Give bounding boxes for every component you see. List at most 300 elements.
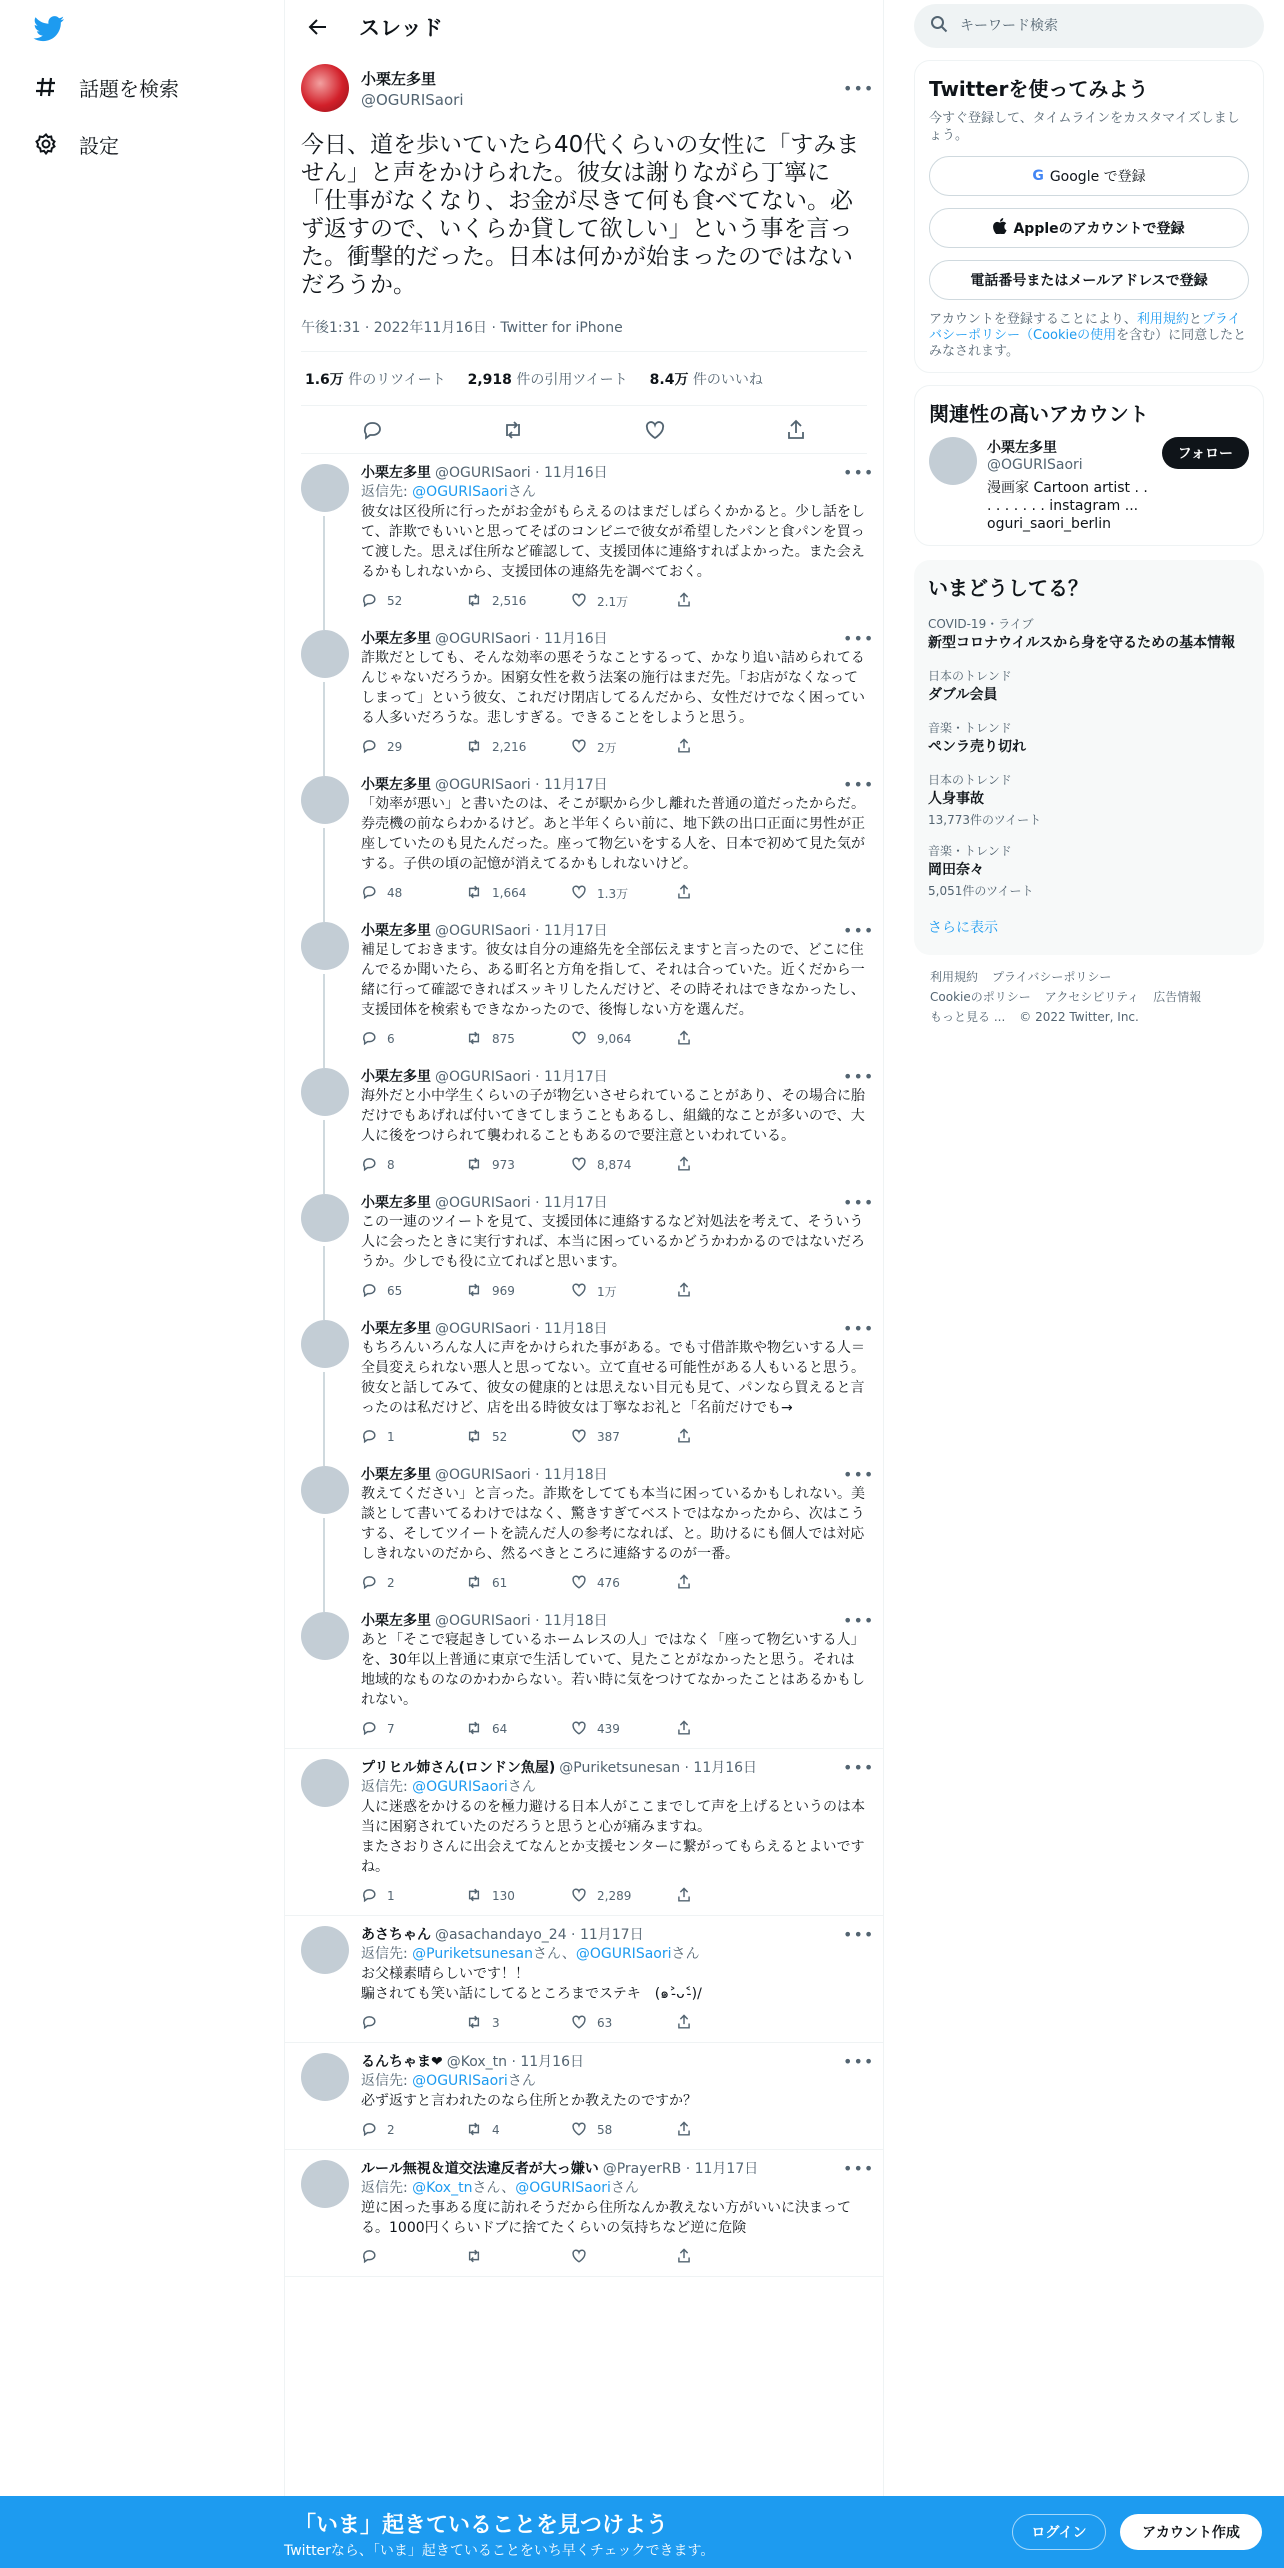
like-icon [571,1030,597,1049]
share-button[interactable] [676,884,781,903]
bottom-bar-title: 「いま」起きていることを見つけよう [294,2513,669,2538]
terms-link[interactable]: 利用規約 [1136,312,1189,327]
author-name[interactable]: 小栗左多里 [361,1321,431,1337]
retweet-button[interactable]: 2,516 [466,592,571,611]
more-icon[interactable]: ••• [843,2159,875,2178]
reply-icon [361,1887,387,1906]
phone-signup-label: 電話番号またはメールアドレスで登録 [970,273,1208,289]
thread-line [323,828,325,922]
reply-button[interactable]: 2 [361,2121,466,2140]
share-button[interactable] [676,592,781,611]
retweet-button[interactable]: 61 [466,1574,571,1593]
mention-link[interactable]: @OGURISaori [412,1779,508,1795]
trend-category: 日本のトレンド [928,773,1012,787]
trend-item[interactable] [928,842,1250,899]
like-button[interactable]: 2.1万 [571,592,676,611]
bottom-signup-bar [0,2496,1284,2568]
apple-signup-button[interactable] [929,208,1249,248]
avatar[interactable] [301,776,349,824]
follow-button[interactable]: フォロー [1162,437,1249,469]
trend-item[interactable] [928,719,1250,757]
author-meta[interactable]: @OGURISaori · 11月17日 [435,1195,608,1211]
reply-icon [361,2121,387,2140]
share-icon [676,1156,702,1175]
share-icon [676,2014,702,2033]
retweet-button[interactable]: 130 [466,1887,571,1906]
author-name[interactable]: 小栗左多里 [361,69,437,88]
reply-tweet[interactable] [285,1058,883,1184]
avatar[interactable] [301,1320,349,1368]
apple-signup-label: Appleのアカウントで登録 [1013,221,1185,237]
signup-desc: 今すぐ登録して、タイムラインをカスタマイズしましょう。 [929,111,1240,143]
related-name[interactable]: 小栗左多里 [987,440,1057,456]
more-icon[interactable]: ••• [843,629,875,648]
trend-category: COVID-19・ライブ [928,617,1034,631]
main-tweet [285,59,883,454]
more-icon[interactable]: ••• [843,1193,875,1212]
avatar[interactable] [301,1194,349,1242]
tweet-actions [361,728,867,766]
like-button[interactable]: 1.3万 [571,884,676,903]
tweet-text: あと「そこで寝起きしているホームレスの人」ではなく「座って物乞いする人」を、30年以上普通に東京で生活していて、見たことがなかったと思う。それは地域的なものなのかわからない。若い時に気をつけてなかったことはあるかもしれない。 [361,1632,865,1708]
like-icon [571,1887,597,1906]
retweet-button[interactable] [466,2248,571,2267]
share-icon [676,2248,702,2267]
footer-more[interactable]: もっと見る ... [930,1010,1006,1024]
like-button[interactable] [571,2248,676,2267]
author-meta[interactable]: @PrayerRB · 11月17日 [602,2161,759,2177]
tweet-text: もちろんいろんな人に声をかけられた事がある。でも寸借詐欺や物乞いする人＝全員変えられない悪人と思ってない。立て直せる可能性がある人もいると思う。彼女と話してみて、彼女の健康的とは思えない目元も見て、パンなら買えると言ったのは私だけど、店を出る時彼女は丁寧なお礼と「名前だけでも→ [361,1340,865,1416]
signup-box [914,60,1264,373]
tweet-actions [301,406,867,454]
avatar[interactable] [301,1612,349,1660]
share-icon [676,1030,702,1049]
tweet-actions [361,1272,867,1310]
share-button[interactable] [676,1156,781,1175]
footer-link[interactable]: 広告情報 [1153,990,1202,1004]
more-icon[interactable]: ••• [843,463,875,482]
author-meta[interactable]: @OGURISaori · 11月18日 [435,1613,608,1629]
share-icon [676,1887,702,1906]
retweet-button[interactable]: 2,216 [466,738,571,757]
reply-icon [361,738,387,757]
reply-tweet[interactable] [285,766,883,912]
share-button[interactable] [676,2248,781,2267]
mention-link[interactable]: @OGURISaori [412,484,508,500]
author-name[interactable]: 小栗左多里 [361,631,431,647]
like-button[interactable]: 387 [571,1428,676,1447]
main-column [284,0,884,2568]
tweet-text: 必ず返すと言われたのなら住所とか教えたのですか？ [361,2093,697,2109]
footer-link[interactable]: プライバシーポリシー [992,970,1112,984]
retweet-button[interactable]: 875 [466,1030,571,1049]
related-account[interactable] [929,437,1249,533]
like-icon [571,2014,597,2033]
author-name[interactable]: 小栗左多里 [361,465,431,481]
author-name[interactable]: あさちゃん [361,1927,431,1943]
trend-name: 岡田奈々 [928,862,984,878]
trends-title: いまどうしてる？ [928,576,1088,600]
thread-line [323,1246,325,1320]
mention-link[interactable]: @Puriketsunesan [412,1946,533,1962]
avatar[interactable] [301,1759,349,1807]
reply-button[interactable]: 8 [361,1156,466,1175]
reply-button[interactable]: 6 [361,1030,466,1049]
footer-links [914,967,1264,1027]
reply-button[interactable]: 65 [361,1282,466,1301]
retweet-icon[interactable] [501,418,525,442]
search-box[interactable] [914,4,1264,48]
share-button[interactable] [676,738,781,757]
trend-item[interactable] [928,771,1250,828]
author-meta[interactable]: @OGURISaori · 11月18日 [435,1467,608,1483]
thread-line [323,1372,325,1466]
trend-name: ダブル会員 [928,687,998,703]
reply-icon [361,1428,387,1447]
trend-name: ペンラ売り切れ [928,739,1026,755]
footer-link[interactable]: 利用規約 [930,970,979,984]
more-icon[interactable]: ••• [843,78,875,98]
thread-line [323,682,325,776]
apple-icon [993,218,1007,238]
author-name[interactable]: 小栗左多里 [361,923,431,939]
trends-box [914,560,1264,955]
retweet-icon [466,1156,492,1175]
login-button[interactable]: ログイン [1012,2514,1106,2550]
nav-settings[interactable] [33,124,119,164]
reply-button[interactable]: 48 [361,884,466,903]
related-handle: @OGURISaori [987,457,1083,473]
author-name[interactable]: 小栗左多里 [361,1467,431,1483]
trend-name: 人身事故 [928,791,984,807]
reply-to: 返信先: @Kox_tnさん、@OGURISaoriさん [361,2180,639,2196]
author-name[interactable]: プリヒル姉さん(ロンドン魚屋) [361,1760,556,1776]
retweet-icon [466,1030,492,1049]
author-meta[interactable]: @OGURISaori · 11月17日 [435,1069,608,1085]
like-icon [571,1574,597,1593]
author-meta[interactable]: @asachandayo_24 · 11月17日 [435,1927,644,1943]
like-button[interactable]: 58 [571,2121,676,2140]
like-icon [571,592,597,611]
left-nav [0,0,284,2568]
thread-header [285,0,883,53]
like-button[interactable]: 2,289 [571,1887,676,1906]
reply-button[interactable]: 2 [361,1574,466,1593]
author-name[interactable]: ルール無視＆道交法違反者が大っ嫌い [361,2161,599,2177]
more-icon[interactable]: ••• [843,2052,875,2071]
avatar[interactable] [301,64,349,112]
tweet-text: 今日、道を歩いていたら40代くらいの女性に「すみません」と声をかけられた。彼女は謝りながら丁寧に「仕事がなくなり、お金が尽きて何も食べてない。必ず返すので、いくらか貸して欲しい」という事を言った。衝撃的だった。日本は何かが始まったのではないだろうか。 [301,132,860,298]
thread-line [323,1518,325,1612]
like-icon [571,2248,597,2267]
like-icon [571,738,597,757]
reply-to: 返信先: @OGURISaoriさん [361,484,536,500]
tweet-actions [361,582,867,620]
phone-signup-button[interactable] [929,260,1249,300]
tweet-text: 逆に困った事ある度に訪れそうだから住所なんか教えない方がいいに決まってる。1000円くらいドブに捨てたくらいの気持ちなど逆に危険 [361,2200,851,2236]
footer-link[interactable]: アクセシビリティ [1044,990,1140,1004]
share-button[interactable] [676,1887,781,1906]
author-meta[interactable]: @OGURISaori · 11月16日 [435,465,608,481]
reply-button[interactable]: 29 [361,738,466,757]
tweet-actions [361,2111,867,2149]
like-button[interactable]: 63 [571,2014,676,2033]
more-icon[interactable]: ••• [843,1319,875,1338]
tweet-actions [361,1146,867,1184]
share-button[interactable] [676,1720,781,1739]
like-icon [571,1428,597,1447]
reply-button[interactable]: 52 [361,592,466,611]
retweet-button[interactable]: 969 [466,1282,571,1301]
nav-settings-label: 設定 [79,133,119,158]
reply-icon [361,592,387,611]
tweet-text: この一連のツイートを見て、支援団体に連絡するなど対処法を考えて、そういう人に会ったときに実行すれば、本当に困っているかどうかわかるのではないだろうか。少しでも役に立てればと思います。 [361,1214,865,1270]
retweet-icon [466,1887,492,1906]
reply-tweet[interactable] [285,2043,883,2150]
reply-icon [361,2248,387,2267]
reply-tweet[interactable] [285,454,883,620]
share-icon [676,592,702,611]
like-icon [571,1282,597,1301]
retweet-icon [466,2248,492,2267]
author-meta[interactable]: @OGURISaori · 11月18日 [435,1321,608,1337]
like-button[interactable]: 8,874 [571,1156,676,1175]
more-icon[interactable]: ••• [843,1611,875,1630]
more-icon[interactable]: ••• [843,1925,875,1944]
create-account-button[interactable]: アカウント作成 [1120,2514,1262,2550]
retweet-button[interactable]: 3 [466,2014,571,2033]
share-button[interactable] [676,1428,781,1447]
like-icon [571,1156,597,1175]
reply-tweet[interactable] [285,1602,883,1749]
author-name[interactable]: 小栗左多里 [361,1195,431,1211]
trend-count: 5,051件のツイート [928,884,1034,898]
retweet-button[interactable]: 4 [466,2121,571,2140]
trend-count: 13,773件のツイート [928,813,1042,827]
retweet-button[interactable]: 52 [466,1428,571,1447]
avatar[interactable] [301,1926,349,1974]
author-meta[interactable]: @OGURISaori · 11月16日 [435,631,608,647]
like-icon [571,1720,597,1739]
mention-link[interactable]: @Kox_tn [412,2180,473,2196]
thread-line [323,974,325,1068]
author-meta[interactable]: @Puriketsunesan · 11月16日 [559,1760,758,1776]
more-icon[interactable]: ••• [843,1465,875,1484]
tweet-text: 「効率が悪い」と書いたのは、そこが駅から少し離れた普通の道だったからだ。券売機の前ならわかるけど。あと半年くらい前に、地下鉄の出口正面に男性が正座していたのも見たんだった。座って物乞いをする人を、日本で初めて見た気がする。子供の頃の記憶が消えてるかもしれないけど。 [361,796,865,872]
retweet-icon [466,2121,492,2140]
tweet-actions [361,2004,867,2042]
share-icon [676,1282,702,1301]
tweet-timestamp[interactable]: 午後1:31 · 2022年11月16日 · Twitter for iPhone [301,317,867,352]
share-icon [676,1428,702,1447]
reply-button[interactable] [361,2014,466,2033]
tweet-text: 人に迷惑をかけるのを極力避ける日本人がここまでして声を上げるというのは本当に困窮されていたのだろうと思うと心が痛みますね。 またさおりさんに出会えてなんとか支援センターに繋がってもらえるとよいですね。 [361,1799,865,1875]
tweet-text: 海外だと小中学生くらいの子が物乞いさせられていることがあり、その場合に胎だけでもあげれば付いてきてしまうこともあるし、組織的なことが多いので、大人に後をつけられて襲われることもあるので要注意といわれている。 [361,1088,865,1144]
share-icon [676,884,702,903]
avatar[interactable] [301,2160,349,2208]
nav-explore-label: 話題を検索 [79,76,179,101]
like-button[interactable]: 2万 [571,738,676,757]
bottom-bar-subtitle: Twitterなら、「いま」起きていることをいち早くチェックできます。 [284,2543,715,2559]
tweet-actions [361,1020,867,1058]
reply-to: 返信先: @Puriketsunesanさん、@OGURISaoriさん [361,1946,700,1962]
avatar[interactable] [929,437,977,485]
reply-tweet[interactable] [285,1456,883,1602]
tweet-text: 教えてください」と言った。詐欺をしてても本当に困っているかもしれない。美談として書いてるわけではなく、驚きすぎてベストではなかったから、次はこうする、そしてツイートを読んだ人の参考になれば、と。助けるにも個人では対応しきれないのだから、然るべきところに連絡するのが一番。 [361,1486,865,1562]
author-meta[interactable]: @OGURISaori · 11月17日 [435,923,608,939]
show-more-link[interactable]: さらに表示 [928,920,998,936]
retweet-count[interactable]: 1.6万 件のリツイート [305,371,446,388]
reply-icon [361,1030,387,1049]
tweet-actions [361,1564,867,1602]
author-handle[interactable]: @OGURISaori [361,90,464,109]
retweet-icon [466,1282,492,1301]
avatar[interactable] [301,922,349,970]
more-icon[interactable]: ••• [843,1067,875,1086]
nav-explore[interactable] [33,67,179,107]
author-name[interactable]: 小栗左多里 [361,777,431,793]
avatar[interactable] [301,1068,349,1116]
tweet-actions [361,1877,867,1915]
retweet-icon [466,592,492,611]
trend-item[interactable] [928,615,1250,653]
share-icon [676,738,702,757]
avatar[interactable] [301,464,349,512]
retweet-icon [466,1574,492,1593]
thread-line [323,1120,325,1194]
share-icon[interactable] [784,418,808,442]
more-icon[interactable]: ••• [843,1758,875,1777]
share-button[interactable] [676,2121,781,2140]
signup-legal: アカウントを登録することにより、利用規約とプライバシーポリシー（Cookieの使用を含む）に同意したとみなされます。 [929,312,1247,359]
tweet-actions [361,874,867,912]
like-button[interactable]: 476 [571,1574,676,1593]
related-title: 関連性の高いアカウント [929,402,1149,426]
google-signup-label: Google で登録 [1049,169,1146,185]
author-name[interactable]: るんちゃま❤ [361,2054,443,2070]
like-icon [571,884,597,903]
related-bio: 漫画家 Cartoon artist . . . . . . . . . instagram ... oguri_saori_berlin [987,480,1148,532]
retweet-icon [466,1428,492,1447]
mention-link[interactable]: @OGURISaori [515,2180,611,2196]
retweet-icon [466,884,492,903]
retweet-button[interactable]: 973 [466,1156,571,1175]
author-name[interactable]: 小栗左多里 [361,1613,431,1629]
reply-tweet[interactable] [285,912,883,1058]
reply-button[interactable] [361,2248,466,2267]
author-name[interactable]: 小栗左多里 [361,1069,431,1085]
reply-icon [361,2014,387,2033]
share-icon [676,1574,702,1593]
reply-tweet[interactable] [285,620,883,766]
retweet-icon [466,2014,492,2033]
reply-button[interactable]: 7 [361,1720,466,1739]
retweet-button[interactable]: 64 [466,1720,571,1739]
avatar[interactable] [301,630,349,678]
right-sidebar [914,0,1264,1027]
retweet-icon [466,1720,492,1739]
reply-tweet[interactable] [285,1184,883,1310]
trend-name: 新型コロナウイルスから身を守るための基本情報 [928,635,1236,651]
reply-to: 返信先: @OGURISaoriさん [361,2073,536,2089]
share-button[interactable] [676,1030,781,1049]
like-icon[interactable] [643,418,667,442]
page-title: スレッド [359,15,443,40]
more-icon[interactable]: ••• [843,921,875,940]
mention-link[interactable]: @OGURISaori [575,1946,672,1962]
retweet-button[interactable]: 1,664 [466,884,571,903]
retweet-icon [466,738,492,757]
privacy-link[interactable]: プライバシーポリシー（Cookieの使用 [929,312,1241,343]
share-button[interactable] [676,1574,781,1593]
tweet-actions [361,1710,867,1748]
google-icon: G [1032,168,1044,184]
back-arrow-icon[interactable] [301,10,335,44]
reply-icon [361,1720,387,1739]
reply-icon[interactable] [360,418,384,442]
thread-line [323,516,325,630]
author-meta[interactable]: @Kox_tn · 11月16日 [446,2054,584,2070]
trend-item[interactable] [928,667,1250,705]
copyright: © 2022 Twitter, Inc. [1019,1010,1139,1024]
tweet-text: 詐欺だとしても、そんな効率の悪そうなことするって、かなり追い詰められてるんじゃないだろうか。困窮女性を救う法案の施行はまだ先。「お店がなくなってしまって」という彼女、これだけ閉店してるんだから、女性だけでなく困っている人多いだろうな。悲しすぎる。できることをしようと思う。 [361,650,865,726]
share-button[interactable] [676,1282,781,1301]
search-input[interactable] [960,18,1220,34]
author-meta[interactable]: @OGURISaori · 11月17日 [435,777,608,793]
quote-count[interactable]: 2,918 件の引用ツイート [467,371,628,388]
like-button[interactable]: 439 [571,1720,676,1739]
reply-tweet[interactable] [285,1310,883,1456]
tweet-actions [361,2238,867,2276]
reply-to: 返信先: @OGURISaoriさん [361,1779,536,1795]
tweet-text: お父様素晴らしいです！！ 騙されても笑い話にしてるところまでステキ (๑˃̵ᴗ˂̵)/ [361,1966,702,2002]
share-icon [676,1720,702,1739]
reply-button[interactable]: 1 [361,1428,466,1447]
reply-tweet[interactable] [285,1916,883,2043]
search-icon [930,15,948,37]
share-icon [676,2121,702,2140]
like-count[interactable]: 8.4万 件のいいね [649,371,763,388]
like-button[interactable]: 1万 [571,1282,676,1301]
reply-icon [361,1574,387,1593]
related-accounts-box [914,385,1264,546]
share-button[interactable] [676,2014,781,2033]
twitter-logo-icon[interactable] [33,16,65,42]
mention-link[interactable]: @OGURISaori [412,2073,508,2089]
avatar[interactable] [301,2053,349,2101]
gear-icon [33,131,59,157]
trend-category: 音楽・トレンド [928,844,1012,858]
tweet-actions [361,1418,867,1456]
trend-category: 日本のトレンド [928,669,1012,683]
reply-button[interactable]: 1 [361,1887,466,1906]
avatar[interactable] [301,1466,349,1514]
more-icon[interactable]: ••• [843,775,875,794]
like-icon [571,2121,597,2140]
hashtag-icon [33,74,59,100]
like-button[interactable]: 9,064 [571,1030,676,1049]
reply-icon [361,1282,387,1301]
trend-category: 音楽・トレンド [928,721,1012,735]
tweet-text: 補足しておきます。彼女は自分の連絡先を全部伝えますと言ったので、どこに住んでるか聞いたら、ある町名と方角を指して、それは合っていた。近くだから一緒に行って確認できればスッキリしたんだけど、その時それはできなかったし、支援団体を検索もできなかったので、後悔しない方を選んだ。 [361,942,865,1018]
footer-link[interactable]: Cookieのポリシー [930,990,1031,1004]
google-signup-button[interactable] [929,156,1249,196]
tweet-stats [301,352,867,406]
reply-tweet[interactable] [285,2150,883,2277]
signup-title: Twitterを使ってみよう [929,77,1149,101]
reply-tweet[interactable] [285,1749,883,1916]
tweet-text: 彼女は区役所に行ったがお金がもらえるのはまだしばらくかかると。少し話をして、詐欺でもいいと思ってそばのコンビニで彼女が希望したパンと食パンを買って渡した。思えば住所など確認して、支援団体に連絡すればよかった。また会えるかもしれないから、支援団体の連絡先を調べておく。 [361,504,865,580]
